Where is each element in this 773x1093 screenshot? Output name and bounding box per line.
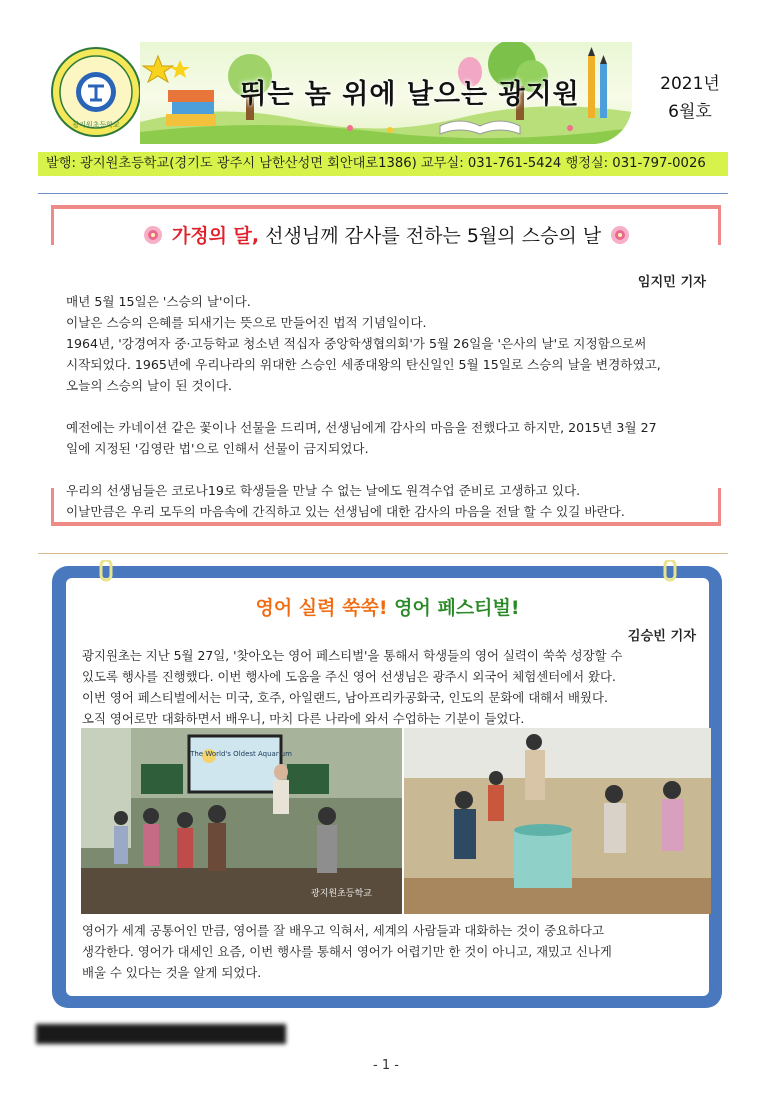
article2-headline-part1: 영어 실력 쑥쑥!: [255, 597, 388, 619]
article1-paragraph-1: [66, 291, 718, 396]
article2-paragraph-top: [82, 645, 707, 729]
text-line: 광지원초는 지난 5월 27일, '찾아오는 영어 페스티벌'을 통해서 학생들의 영어 실력이 쑥쑥 성장할 수: [82, 648, 623, 663]
classroom-photo-2: [404, 728, 711, 914]
article2-headline: [66, 593, 709, 620]
text-line: 배울 수 있다는 것을 알게 되었다.: [82, 965, 262, 980]
text-line: 이날은 스승의 은혜를 되새기는 뜻으로 만들어진 법적 기념일이다.: [66, 315, 427, 330]
article2-paragraph-bottom: [82, 920, 707, 983]
carnation-flower-icon: [609, 224, 631, 246]
issue-year: 2021년: [660, 74, 720, 94]
paper-clip-icon: [98, 560, 114, 582]
article2-headline-part2: 영어 페스티벌!: [387, 597, 520, 619]
text-line: 생각한다. 영어가 대세인 요즘, 이번 행사를 통해서 영어가 어렵기만 한 것이 아니고, 재밌고 신나게: [82, 944, 612, 959]
text-line: 일에 지정된 '김영란 법'으로 인해서 선물이 금지되었다.: [66, 441, 369, 456]
carnation-flower-icon: [142, 224, 164, 246]
redacted-bar: [36, 1024, 286, 1044]
screen-text: The World's Oldest Aquarium: [190, 750, 292, 758]
article1-headline: [70, 221, 703, 248]
text-line: 이날만큼은 우리 모두의 마음속에 간직하고 있는 선생님에 대한 감사의 마음을 전달 할 수 있길 바란다.: [66, 504, 625, 519]
article1-author: 임지민 기자: [637, 275, 706, 290]
article1-headline-text: 선생님께 감사를 전하는 5월의 스승의 날: [259, 225, 602, 247]
article1-paragraph-3: [66, 480, 718, 522]
text-line: 영어가 세계 공통어인 만큼, 영어를 잘 배우고 익혀서, 세계의 사람들과 대화하는 것이 중요하다고: [82, 923, 604, 938]
text-line: 우리의 선생님들은 코로나19로 학생들을 만날 수 없는 날에도 원격수업 준비로 고생하고 있다.: [66, 483, 581, 498]
photo-watermark: 광지원초등학교: [311, 889, 372, 899]
issue-date: [645, 70, 735, 126]
paper-clip-icon: [662, 560, 678, 582]
publisher-bar: 발행: 광지원초등학교(경기도 광주시 남한산성면 회안대로1386) 교무실: 031-761-5424 행정실: 031-797-0026: [38, 152, 728, 176]
text-line: 매년 5월 15일은 '스승의 날'이다.: [66, 294, 251, 309]
page-number: - 1 -: [373, 1058, 399, 1073]
header-divider: [38, 193, 728, 194]
section-divider: [38, 553, 728, 554]
text-line: 시작되었다. 1965년에 우리나라의 위대한 스승인 세종대왕의 탄신일인 5월 15일로 스승의 날을 변경하였고,: [66, 357, 661, 372]
text-line: 1964년, '강경여자 중·고등학교 청소년 적십자 중앙학생협의회'가 5월 26일을 '은사의 날'로 지정함으로써: [66, 336, 647, 351]
text-line: 오직 영어로만 대화하면서 배우니, 마치 다른 나라에 와서 수업하는 기분이 들었다.: [82, 711, 525, 726]
article1-headline-highlight: 가정의 달,: [171, 225, 260, 247]
masthead-banner: [140, 42, 632, 144]
article1-paragraph-2: [66, 417, 718, 459]
text-line: 이번 영어 페스티벌에서는 미국, 호주, 아일랜드, 남아프리카공화국, 인도의 문화에 대해서 배웠다.: [82, 690, 608, 705]
classroom-photo-1: [81, 728, 402, 914]
text-line: 예전에는 카네이션 같은 꽃이나 선물을 드리며, 선생님에게 감사의 마음을 전했다고 하지만, 2015년 3월 27: [66, 420, 657, 435]
newspaper-title: 뛰는 놈 위에 날으는 광지원: [240, 79, 580, 110]
seal-text: 광지원초등학교: [72, 121, 120, 129]
issue-month: 6월호: [668, 102, 712, 122]
text-line: 있도록 행사를 진행했다. 이번 행사에 도움을 주신 영어 선생님은 광주시 외국어 체험센터에서 왔다.: [82, 669, 616, 684]
article2-author: 김승빈 기자: [627, 629, 696, 644]
school-seal-logo: [50, 46, 142, 138]
text-line: 오늘의 스승의 날이 된 것이다.: [66, 378, 233, 393]
